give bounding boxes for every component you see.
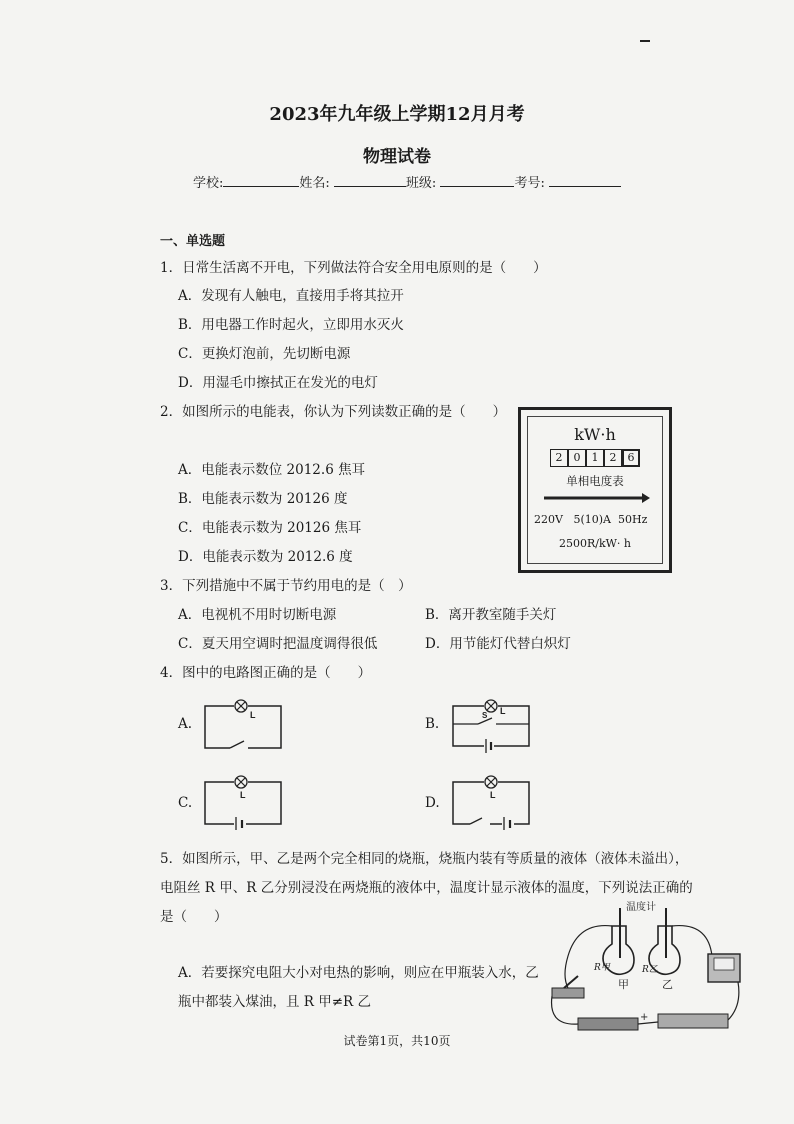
svg-text:+: + <box>640 1012 649 1023</box>
meter-arrow-icon <box>542 491 652 505</box>
meter-voltage: 220V <box>534 513 563 526</box>
svg-text:L: L <box>240 790 246 800</box>
q1-option-c: C．更换灯泡前，先切断电源 <box>178 346 351 362</box>
q1-stem: 1．日常生活离不开电，下列做法符合安全用电原则的是（ ） <box>160 260 547 276</box>
q5-stem-line3: 是（ ） <box>160 909 228 925</box>
meter-digit: 0 <box>568 449 586 467</box>
exam-subtitle: 物理试卷 <box>363 147 431 167</box>
meter-current: 5(10)A <box>573 513 611 526</box>
name-blank[interactable] <box>334 174 406 187</box>
q2-option-b: B．电能表示数为 20126 度 <box>178 491 348 507</box>
battery-icon <box>578 1018 638 1030</box>
q3-stem: 3．下列措施中不属于节约用电的是（ ） <box>160 578 412 594</box>
corner-mark <box>640 40 650 42</box>
svg-text:S: S <box>482 711 488 720</box>
circuit-b-diagram <box>448 696 534 754</box>
school-blank[interactable] <box>223 174 299 187</box>
switch-icon <box>552 988 584 998</box>
q5-option-a-line2: 瓶中都装入煤油，且 R 甲≠R 乙 <box>178 994 372 1010</box>
q5-stem-line2: 电阻丝 R 甲、R 乙分别浸没在两烧瓶的液体中，温度计显示液体的温度，下列说法正确的 <box>160 880 693 896</box>
r2-label: R乙 <box>642 965 658 975</box>
svg-text:L: L <box>490 790 496 800</box>
class-label: 班级: <box>405 176 437 191</box>
exam-title: 2023年九年级上学期12月月考 <box>269 104 525 125</box>
circuit-c-diagram <box>200 772 286 830</box>
q3-option-a: A．电视机不用时切断电源 <box>178 607 337 623</box>
circuit-a-diagram <box>200 696 286 754</box>
student-info-line <box>193 172 621 191</box>
circuit-d-diagram <box>448 772 534 830</box>
lamp-label: L <box>250 710 256 720</box>
q2-option-c: C．电能表示数为 20126 焦耳 <box>178 520 362 536</box>
page-footer: 试卷第1页，共10页 <box>343 1034 451 1048</box>
q1-option-b: B．用电器工作时起火，立即用水灭火 <box>178 317 404 333</box>
meter-inner-frame <box>527 416 663 564</box>
q2-option-a: A．电能表示数位 2012.6 焦耳 <box>178 462 366 478</box>
id-blank[interactable] <box>549 174 621 187</box>
q2-option-d: D．电能表示数为 2012.6 度 <box>178 549 353 565</box>
q2-stem: 2．如图所示的电能表，你认为下列读数正确的是（ ） <box>160 404 507 420</box>
id-label: 考号: <box>514 176 545 191</box>
section-heading: 一、单选题 <box>160 234 226 249</box>
meter-type: 单相电度表 <box>566 474 624 488</box>
electric-meter-figure <box>518 407 672 573</box>
svg-text:L: L <box>500 706 506 716</box>
meter-digit-decimal: 6 <box>622 449 640 467</box>
q4-option-d: D. <box>425 795 440 811</box>
q1-option-a: A．发现有人触电，直接用手将其拉开 <box>178 288 404 304</box>
q3-option-b: B．离开教室随手关灯 <box>425 607 557 623</box>
q4-option-a: A. <box>178 716 193 732</box>
meter-digit: 2 <box>550 449 568 467</box>
q4-stem: 4．图中的电路图正确的是（ ） <box>160 665 372 681</box>
flask2-label: 乙 <box>662 978 673 991</box>
meter-digits <box>550 449 640 467</box>
meter-freq: 50Hz <box>617 513 648 526</box>
thermometer-label: 温度计 <box>626 902 656 913</box>
q4-option-b: B. <box>425 716 440 732</box>
name-label: 姓名: <box>299 176 330 191</box>
rheostat-icon <box>658 1014 728 1028</box>
meter-digit: 1 <box>586 449 604 467</box>
q1-option-d: D．用湿毛巾擦拭正在发光的电灯 <box>178 375 378 391</box>
class-blank[interactable] <box>440 174 514 187</box>
flask1-label: 甲 <box>618 978 629 991</box>
q5-stem-line1: 5．如图所示，甲、乙是两个完全相同的烧瓶，烧瓶内装有等质量的液体（液体未溢出）， <box>160 851 689 867</box>
q5-option-a-line1: A．若要探究电阻大小对电热的影响，则应在甲瓶装入水，乙 <box>178 965 539 981</box>
meter-unit: kW·h <box>574 425 616 444</box>
meter-digit: 2 <box>604 449 622 467</box>
school-label: 学校: <box>193 176 224 191</box>
meter-rate: 2500R/kW· h <box>558 537 632 550</box>
r1-label: R甲 <box>594 963 610 973</box>
q3-option-c: C．夏天用空调时把温度调得很低 <box>178 636 378 652</box>
joule-heating-apparatus-figure <box>548 896 744 1036</box>
meter-specs <box>534 513 647 526</box>
q3-option-d: D．用节能灯代替白炽灯 <box>425 636 571 652</box>
q4-option-c: C. <box>178 795 193 811</box>
